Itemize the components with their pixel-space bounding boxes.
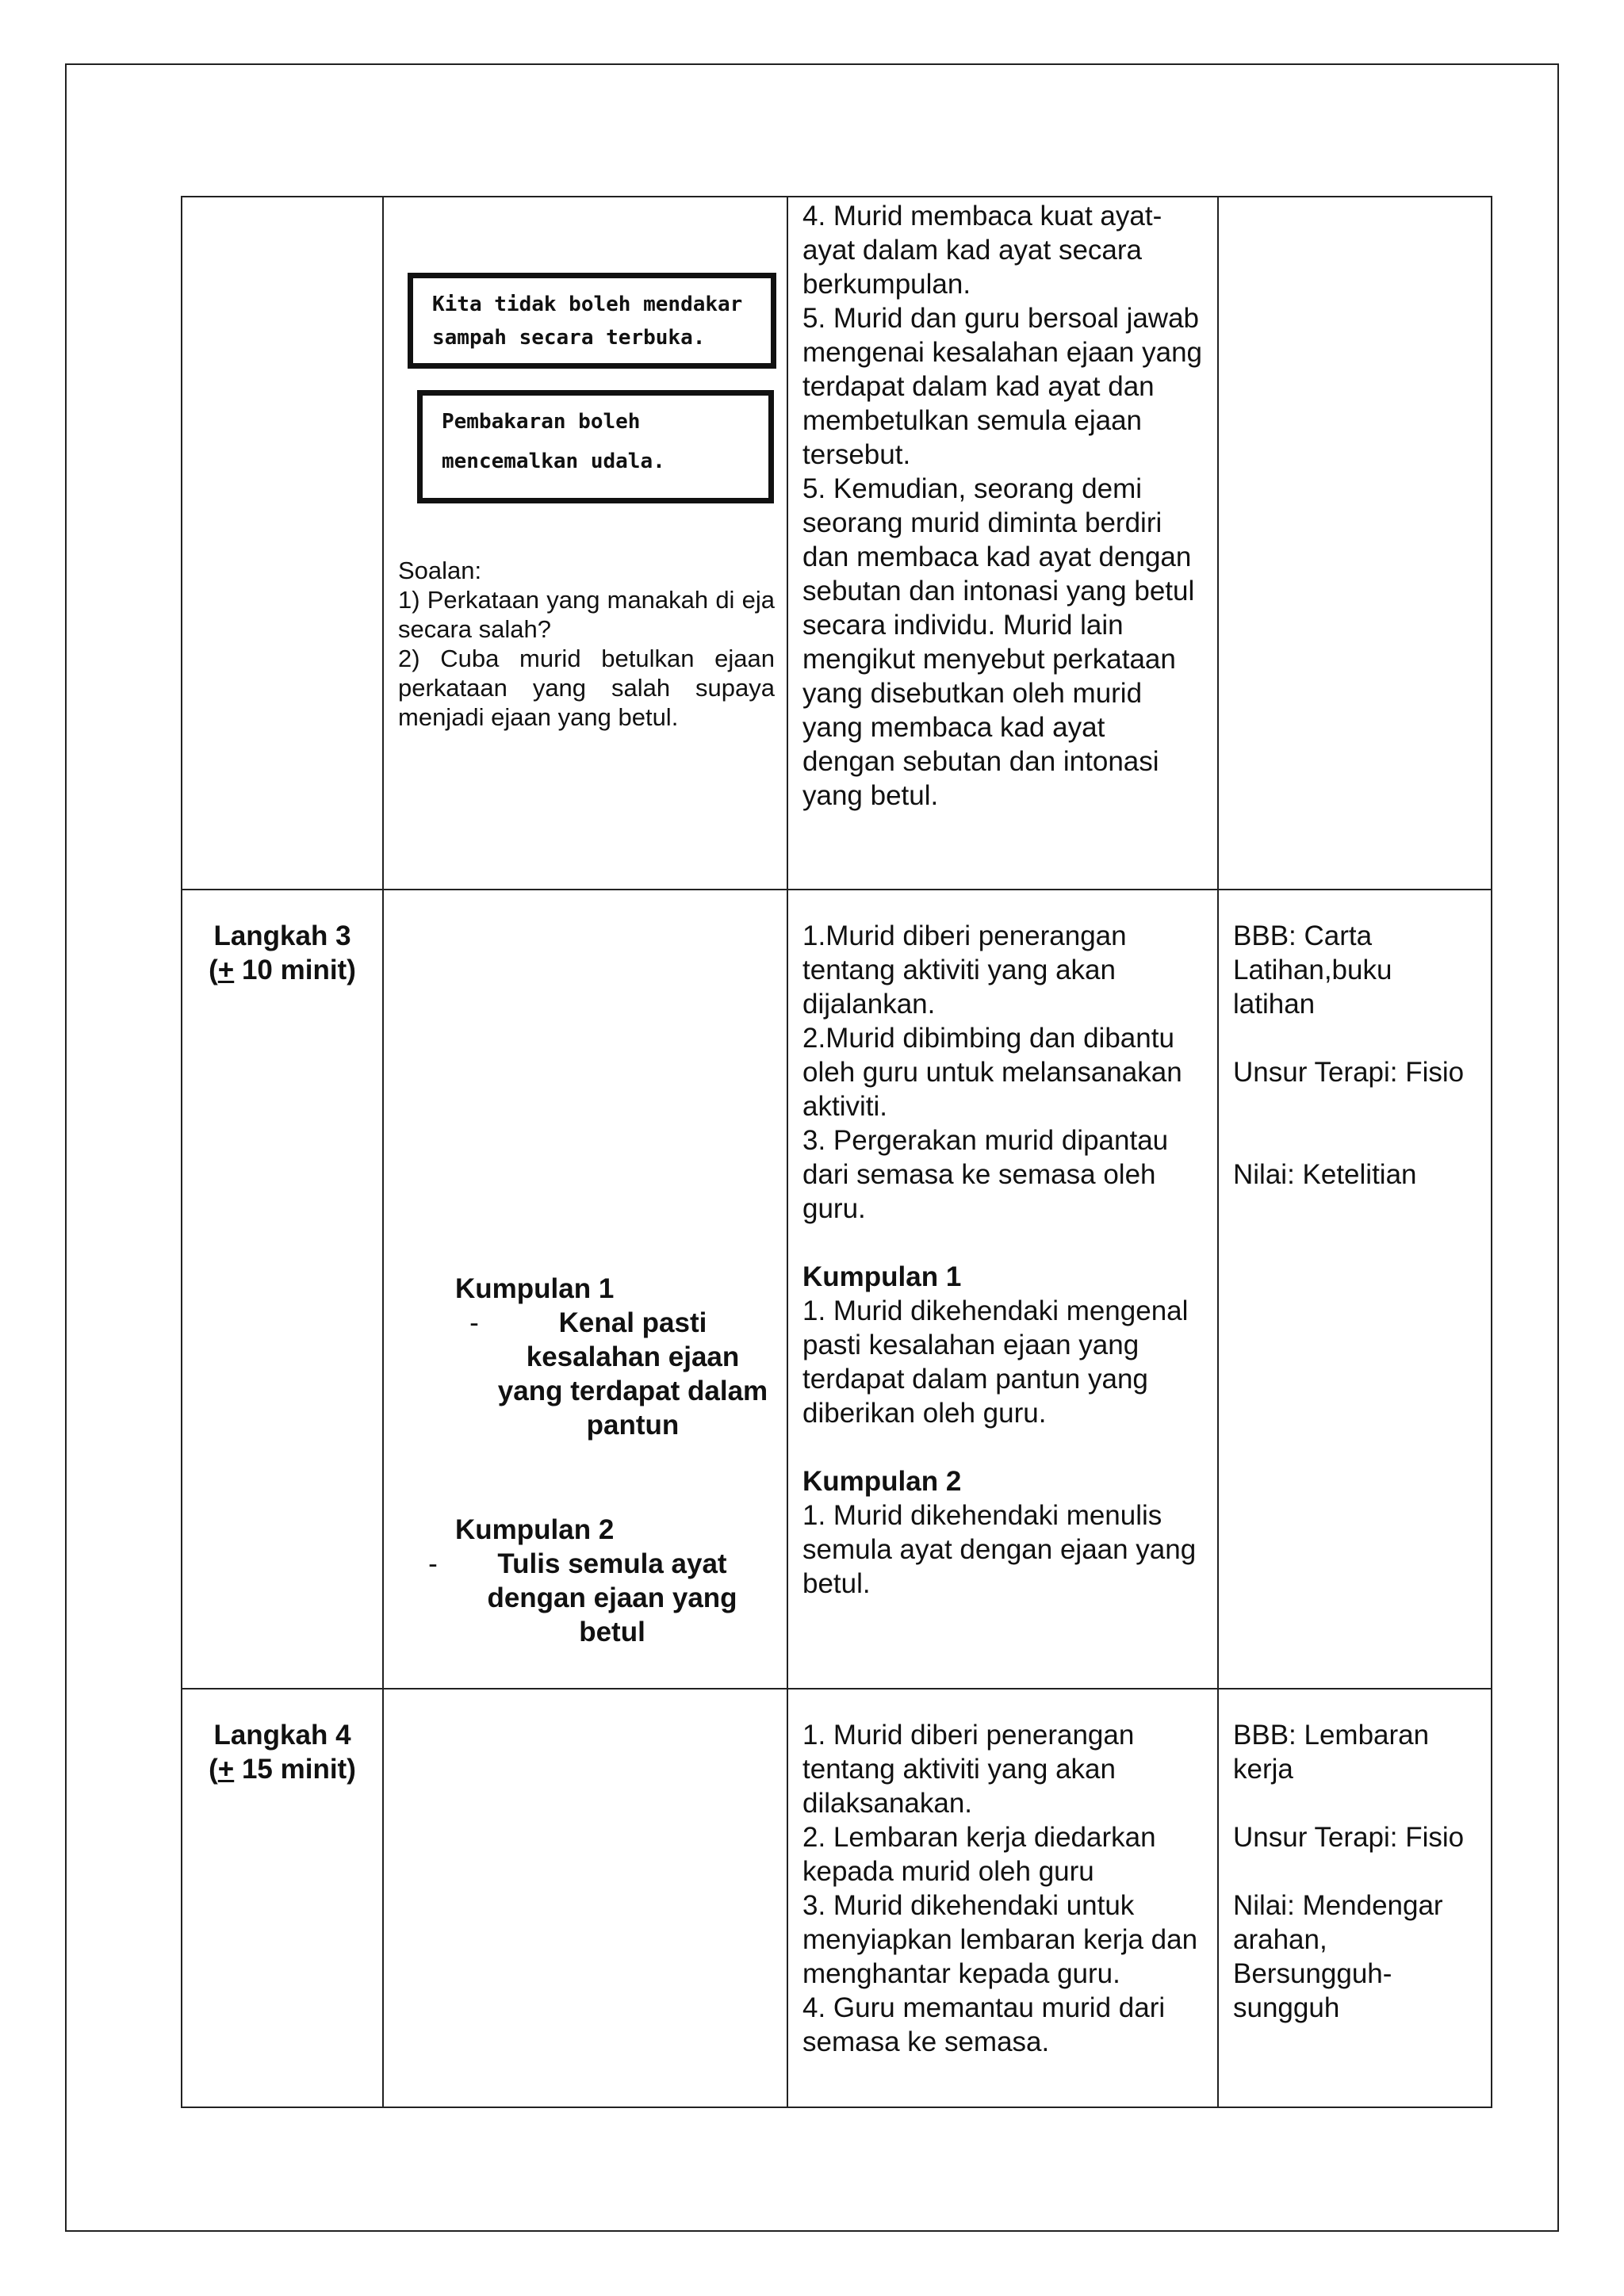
card-1-line-2: sampah secara terbuka. — [432, 326, 706, 350]
group-2-title: Kumpulan 2 — [455, 1514, 615, 1545]
bbb-note: BBB: Lembaran kerja — [1233, 1720, 1430, 1785]
activity-step: 4. Murid membaca kuat ayat-ayat dalam kad ayat secara berkumpulan. — [802, 201, 1162, 300]
step-label: Langkah 3 — [213, 920, 351, 951]
table-row — [182, 890, 1492, 1689]
therapy-note: Unsur Terapi: Fisio — [1233, 1057, 1465, 1088]
row3-notes-cell — [1218, 1689, 1492, 2107]
activity-step: 5. Murid dan guru bersoal jawab mengenai kesalahan ejaan yang terdapat dalam kad ayat dan membetulkan semula ejaan tersebut. — [802, 303, 1202, 470]
lesson-plan-table — [181, 196, 1492, 2108]
group-2-heading: Kumpulan 2 — [802, 1466, 962, 1497]
row3-step-cell — [182, 1689, 383, 2107]
sentence-card-1 — [408, 273, 776, 369]
activity-step: 5. Kemudian, seorang demi seorang murid diminta berdiri dan membaca kad ayat dengan sebutan dan intonasi yang betul secara individu. Murid lain mengikut menyebut perkataan yang disebutkan oleh murid yang membaca kad ayat dengan sebutan dan intonasi yang betul. — [802, 473, 1195, 811]
card-2-line-1: Pembakaran boleh — [442, 410, 641, 434]
group-1-block — [455, 1272, 772, 1442]
group-1-task: - Kenal pasti kesalahan ejaan yang terdapat dalam pantun — [469, 1307, 768, 1441]
row3-content-cell — [383, 1689, 787, 2107]
row2-activity-cell — [787, 890, 1218, 1689]
step-duration: (+ 10 minit) — [209, 955, 356, 985]
card-1-line-1: Kita tidak boleh mendakar — [432, 293, 743, 316]
card-2-line-2: mencemalkan udala. — [442, 450, 665, 473]
activity-step: 3. Murid dikehendaki untuk menyiapkan lembaran kerja dan menghantar kepada guru. — [802, 1890, 1198, 1989]
row2-content-cell — [383, 890, 787, 1689]
questions-block — [398, 556, 775, 732]
value-note: Nilai: Mendengar arahan, Bersungguh-sungguh — [1233, 1890, 1443, 2023]
question-1: 1) Perkataan yang manakah di eja secara salah? — [398, 586, 775, 643]
row1-notes-cell — [1218, 197, 1492, 890]
group-2-block — [414, 1513, 772, 1649]
row1-activity-cell — [787, 197, 1218, 890]
activity-step: 2. Lembaran kerja diedarkan kepada murid oleh guru — [802, 1822, 1156, 1887]
activity-step: 3. Pergerakan murid dipantau dari semasa ke semasa oleh guru. — [802, 1125, 1169, 1224]
row1-content-cell — [383, 197, 787, 890]
questions-title: Soalan: — [398, 557, 482, 584]
group-1-title: Kumpulan 1 — [455, 1273, 615, 1304]
therapy-note: Unsur Terapi: Fisio — [1233, 1822, 1465, 1853]
group-2-step: 1. Murid dikehendaki menulis semula ayat dengan ejaan yang betul. — [802, 1500, 1197, 1599]
activity-step: 1. Murid diberi penerangan tentang aktiviti yang akan dilaksanakan. — [802, 1720, 1135, 1819]
step-duration: (+ 15 minit) — [209, 1754, 356, 1785]
row2-notes-cell — [1218, 890, 1492, 1689]
row3-activity-cell — [787, 1689, 1218, 2107]
row2-step-cell — [182, 890, 383, 1689]
table-row — [182, 197, 1492, 890]
group-2-task: - Tulis semula ayat dengan ejaan yang betul — [428, 1548, 737, 1647]
table-row — [182, 1689, 1492, 2107]
activity-step: 1.Murid diberi penerangan tentang aktiviti yang akan dijalankan. — [802, 920, 1127, 1020]
bbb-note: BBB: Carta Latihan,buku latihan — [1233, 920, 1392, 1020]
row1-step-cell — [182, 197, 383, 890]
question-2: 2) Cuba murid betulkan ejaan perkataan yang salah supaya menjadi ejaan yang betul. — [398, 645, 775, 731]
activity-step: 2.Murid dibimbing dan dibantu oleh guru untuk melansanakan aktiviti. — [802, 1023, 1182, 1122]
step-label: Langkah 4 — [213, 1720, 351, 1751]
group-1-step: 1. Murid dikehendaki mengenal pasti kesalahan ejaan yang terdapat dalam pantun yang diberikan oleh guru. — [802, 1295, 1189, 1429]
activity-step: 4. Guru memantau murid dari semasa ke semasa. — [802, 1992, 1166, 2057]
value-note: Nilai: Ketelitian — [1233, 1159, 1417, 1190]
sentence-card-2 — [417, 390, 774, 503]
group-1-heading: Kumpulan 1 — [802, 1261, 962, 1292]
